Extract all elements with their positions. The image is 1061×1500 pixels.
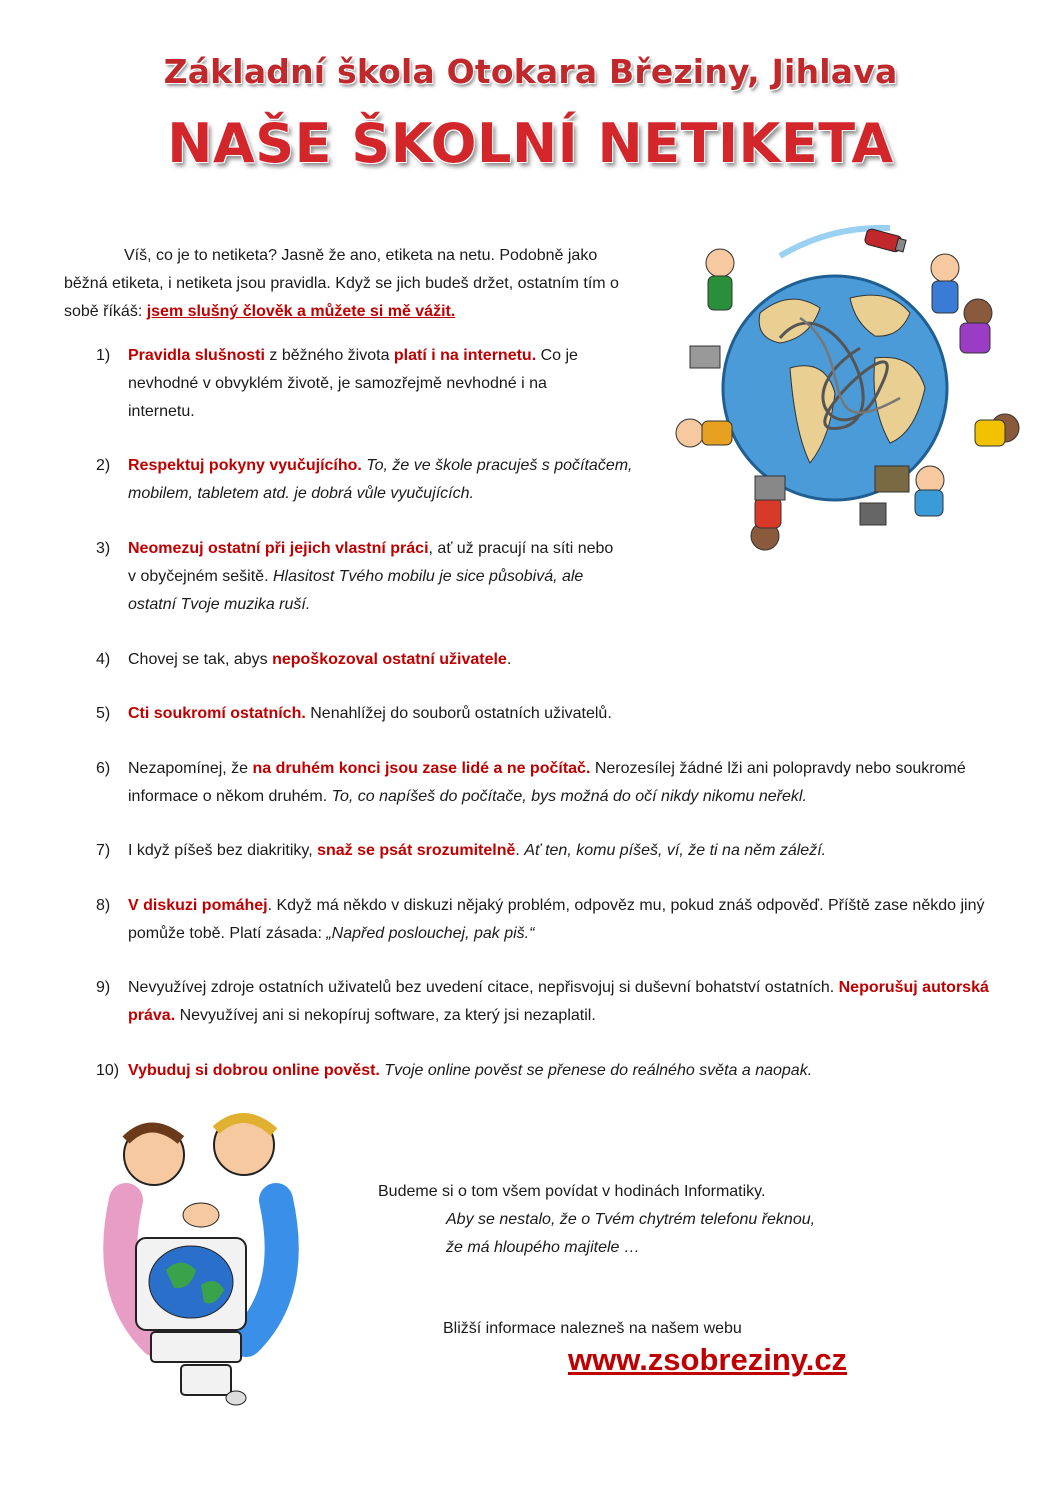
rule-segment: . <box>515 842 525 859</box>
rule-item <box>96 535 616 619</box>
intro-highlight: jsem slušný člověk a můžete si mě vážit. <box>146 303 456 320</box>
rule-segment: . Když má někdo v diskuzi nějaký problém, odpověz mu, pokud znáš odpověď. Příště zase někdo jiný pomůže tobě. Platí zásada: <box>128 897 985 942</box>
rule-text <box>128 1057 996 1085</box>
child-figure <box>751 498 781 550</box>
rule-segment: Vybuduj si dobrou online pověst. <box>128 1062 380 1079</box>
rule-segment: , ať už pracují na síti nebo v obyčejném sešitě. <box>128 540 614 585</box>
child-figure <box>975 414 1019 446</box>
rule-segment: „Napřed poslouchej, pak piš.“ <box>326 925 535 942</box>
computer-icon <box>860 503 886 525</box>
rule-text <box>128 700 976 728</box>
rule-segment: Pravidla slušnosti <box>128 347 265 364</box>
rule-number: 4) <box>96 651 111 668</box>
rule-segment: Cti soukromí ostatních. <box>128 705 306 722</box>
rule-segment: Neomezuj ostatní při jejich vlastní práci <box>128 540 429 557</box>
rule-text <box>128 535 616 619</box>
rule-segment: V diskuzi pomáhej <box>128 897 268 914</box>
screen-globe-icon <box>149 1246 233 1318</box>
rule-number: 2) <box>96 457 111 474</box>
computer-icon <box>875 466 909 492</box>
rule-segment: Chovej se tak, abys <box>128 651 273 668</box>
rule-segment: Hlasitost Tvého mobilu je sice působivá, ale ostatní Tvoje muzika ruší. <box>128 568 584 613</box>
handshake-computer-illustration <box>96 1110 306 1410</box>
rule-text <box>128 974 996 1030</box>
rule-segment: na druhém konci jsou zase lidé a ne počítač. <box>252 760 591 777</box>
rule-segment: Nevyužívej zdroje ostatních uživatelů bez uvedení citace, nepřisvojuj si duševní bohatství ostatních. <box>128 979 839 996</box>
rule-segment: . <box>506 651 512 668</box>
rule-item <box>96 974 996 1030</box>
rule-segment: platí i na internetu. <box>393 347 537 364</box>
footer-line-1: Budeme si o tom všem povídat v hodinách Informatiky. <box>378 1183 766 1200</box>
computer-icon <box>755 476 785 500</box>
rule-text <box>128 646 976 674</box>
intro-text: Víš, co je to netiketa? Jasně že ano, etiketa na netu. Podobně jako běžná etiketa, i netiketa jsou pravidla. Když se jich budeš držet, ostatním tím o sobě říkáš: <box>64 247 619 320</box>
rule-text <box>128 892 1001 948</box>
rule-item <box>96 892 1001 948</box>
keypad-icon <box>181 1365 231 1395</box>
handshake-icon <box>183 1203 219 1227</box>
rule-segment: nepoškozoval ostatní uživatele <box>272 651 507 668</box>
child-figure <box>676 419 732 447</box>
rule-item <box>96 700 976 728</box>
more-info-text: Bližší informace nalezneš na našem webu <box>443 1320 742 1337</box>
rule-segment: Nerozesílej žádné lži ani polopravdy nebo soukromé informace o někom druhém. <box>128 760 966 805</box>
rule-segment: Nezapomínej, že <box>128 760 253 777</box>
child-figure <box>915 466 944 516</box>
rule-segment: Nenahlížej do souborů ostatních uživatelů. <box>305 705 612 722</box>
rule-segment: Ať ten, komu píšeš, ví, že ti na něm záleží. <box>524 842 827 859</box>
rule-number: 1) <box>96 347 111 364</box>
rule-segment: snaž se psát srozumitelně <box>317 842 516 859</box>
mouse-icon <box>226 1391 246 1405</box>
rule-segment: z běžného života <box>264 347 394 364</box>
rule-number: 5) <box>96 705 111 722</box>
rule-number: 10) <box>96 1062 120 1079</box>
page-title: NAŠE ŠKOLNÍ NETIKETA <box>167 112 894 175</box>
rule-number: 3) <box>96 540 111 557</box>
rule-text <box>128 342 616 426</box>
website-link[interactable]: www.zsobreziny.cz <box>568 1342 848 1377</box>
rule-number: 7) <box>96 842 111 859</box>
rule-segment: Nevyužívej ani si nekopíruj software, za který jsi nezaplatil. <box>175 1007 596 1024</box>
footer-line-2: Aby se nestalo, že o Tvém chytrém telefonu řeknou, <box>446 1211 816 1228</box>
rocket-icon <box>864 228 907 254</box>
rule-segment: I když píšeš bez diakritiky, <box>128 842 318 859</box>
rule-number: 9) <box>96 979 111 996</box>
rule-item <box>96 1057 996 1085</box>
rule-item <box>96 837 996 865</box>
globe-children-illustration <box>660 218 1030 568</box>
child-figure <box>960 299 992 353</box>
rule-segment: To, co napíšeš do počítače, bys možná do očí nikdy nikomu neřekl. <box>331 788 807 805</box>
rule-segment: Co je nevhodné v obvyklém životě, je samozřejmě nevhodné i na internetu. <box>128 347 578 420</box>
intro-paragraph <box>64 242 624 326</box>
rule-segment: To, že ve škole pracuješ s počítačem, mobilem, tabletem atd. je dobrá vůle vyučujících. <box>128 457 633 502</box>
rule-item <box>96 646 976 674</box>
rule-segment: Respektuj pokyny vyučujícího. <box>128 457 362 474</box>
rule-item <box>96 342 616 426</box>
computer-base-icon <box>151 1332 241 1362</box>
person-right-body <box>246 1200 282 1340</box>
rule-number: 6) <box>96 760 111 777</box>
rule-segment: Tvoje online pověst se přenese do reálného světa a naopak. <box>379 1062 813 1079</box>
footer-line-3: že má hloupého majitele … <box>446 1239 640 1256</box>
rule-item <box>96 755 996 811</box>
child-figure <box>931 254 959 313</box>
computer-icon <box>690 346 720 368</box>
child-figure <box>706 249 734 310</box>
school-name: Základní škola Otokara Březiny, Jihlava <box>163 52 898 91</box>
rule-segment: Neporušuj autorská práva. <box>128 979 989 1024</box>
rule-text <box>128 755 996 811</box>
rule-item <box>96 452 636 508</box>
rule-text <box>128 452 636 508</box>
rule-text <box>128 837 996 865</box>
rule-number: 8) <box>96 897 111 914</box>
